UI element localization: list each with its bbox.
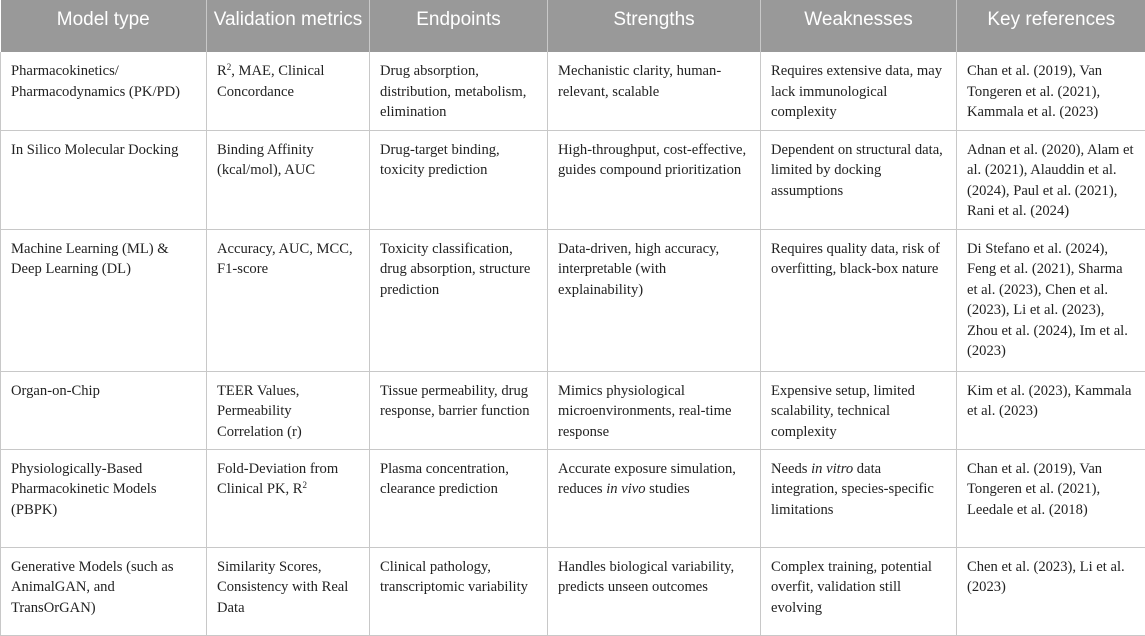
- header-weaknesses: Weaknesses: [761, 0, 957, 52]
- header-key-references: Key references: [957, 0, 1145, 52]
- cell-weaknesses: Dependent on structural data, limited by docking assumptions: [761, 130, 957, 229]
- cell-weaknesses: Complex training, potential overfit, validation still evolving: [761, 547, 957, 635]
- cell-validation-metrics: Accuracy, AUC, MCC, F1-score: [207, 229, 370, 371]
- table-row: [1, 449, 1145, 547]
- cell-validation-metrics: Fold-Deviation from Clinical PK, $R^2$: [207, 449, 370, 547]
- table-row: [1, 52, 1145, 130]
- cell-model-type: Machine Learning (ML) & Deep Learning (DL): [1, 229, 207, 371]
- cell-key-references: Chen et al. (2023), Li et al. (2023): [957, 547, 1145, 635]
- cell-endpoints: Clinical pathology, transcriptomic variability: [370, 547, 548, 635]
- table-header-row: [1, 0, 1145, 52]
- cell-model-type: Generative Models (such as AnimalGAN, and TransOrGAN): [1, 547, 207, 635]
- cell-endpoints: Drug absorption, distribution, metabolism, elimination: [370, 52, 548, 130]
- cell-weaknesses: Expensive setup, limited scalability, technical complexity: [761, 371, 957, 449]
- header-strengths: Strengths: [548, 0, 761, 52]
- table-row: [1, 371, 1145, 449]
- cell-key-references: Di Stefano et al. (2024), Feng et al. (2021), Sharma et al. (2023), Chen et al. (2023), Li et al. (2023), Zhou et al. (2024), Im et al. (2023): [957, 229, 1145, 371]
- cell-endpoints: Toxicity classification, drug absorption, structure prediction: [370, 229, 548, 371]
- cell-key-references: Kim et al. (2023), Kammala et al. (2023): [957, 371, 1145, 449]
- table-row: [1, 229, 1145, 371]
- cell-weaknesses: Needs in vitro data integration, species-specific limitations: [761, 449, 957, 547]
- cell-strengths: Mechanistic clarity, human-relevant, scalable: [548, 52, 761, 130]
- cell-weaknesses: Requires extensive data, may lack immunological complexity: [761, 52, 957, 130]
- cell-strengths: Data-driven, high accuracy, interpretable (with explainability): [548, 229, 761, 371]
- header-validation-metrics: Validation metrics: [207, 0, 370, 52]
- cell-key-references: Chan et al. (2019), Van Tongeren et al. (2021), Kammala et al. (2023): [957, 52, 1145, 130]
- table-row: [1, 547, 1145, 635]
- cell-model-type: Pharmacokinetics/ Pharmacodynamics (PK/PD): [1, 52, 207, 130]
- table-row: [1, 130, 1145, 229]
- cell-endpoints: Tissue permeability, drug response, barrier function: [370, 371, 548, 449]
- cell-strengths: Accurate exposure simulation, reduces in vivo studies: [548, 449, 761, 547]
- cell-strengths: Handles biological variability, predicts unseen outcomes: [548, 547, 761, 635]
- cell-endpoints: Drug-target binding, toxicity prediction: [370, 130, 548, 229]
- cell-validation-metrics: TEER Values, Permeability Correlation (r): [207, 371, 370, 449]
- header-model-type: Model type: [1, 0, 207, 52]
- cell-model-type: Physiologically-Based Pharmacokinetic Models (PBPK): [1, 449, 207, 547]
- header-endpoints: Endpoints: [370, 0, 548, 52]
- cell-validation-metrics: $R^2$, MAE, Clinical Concordance: [207, 52, 370, 130]
- cell-weaknesses: Requires quality data, risk of overfitting, black-box nature: [761, 229, 957, 371]
- cell-validation-metrics: Similarity Scores, Consistency with Real Data: [207, 547, 370, 635]
- cell-strengths: Mimics physiological microenvironments, real-time response: [548, 371, 761, 449]
- cell-model-type: Organ-on-Chip: [1, 371, 207, 449]
- cell-model-type: In Silico Molecular Docking: [1, 130, 207, 229]
- cell-strengths: High-throughput, cost-effective, guides compound prioritization: [548, 130, 761, 229]
- cell-key-references: Adnan et al. (2020), Alam et al. (2021), Alauddin et al. (2024), Paul et al. (2021), Rani et al. (2024): [957, 130, 1145, 229]
- cell-validation-metrics: Binding Affinity (kcal/mol), AUC: [207, 130, 370, 229]
- cell-endpoints: Plasma concentration, clearance prediction: [370, 449, 548, 547]
- cell-key-references: Chan et al. (2019), Van Tongeren et al. (2021), Leedale et al. (2018): [957, 449, 1145, 547]
